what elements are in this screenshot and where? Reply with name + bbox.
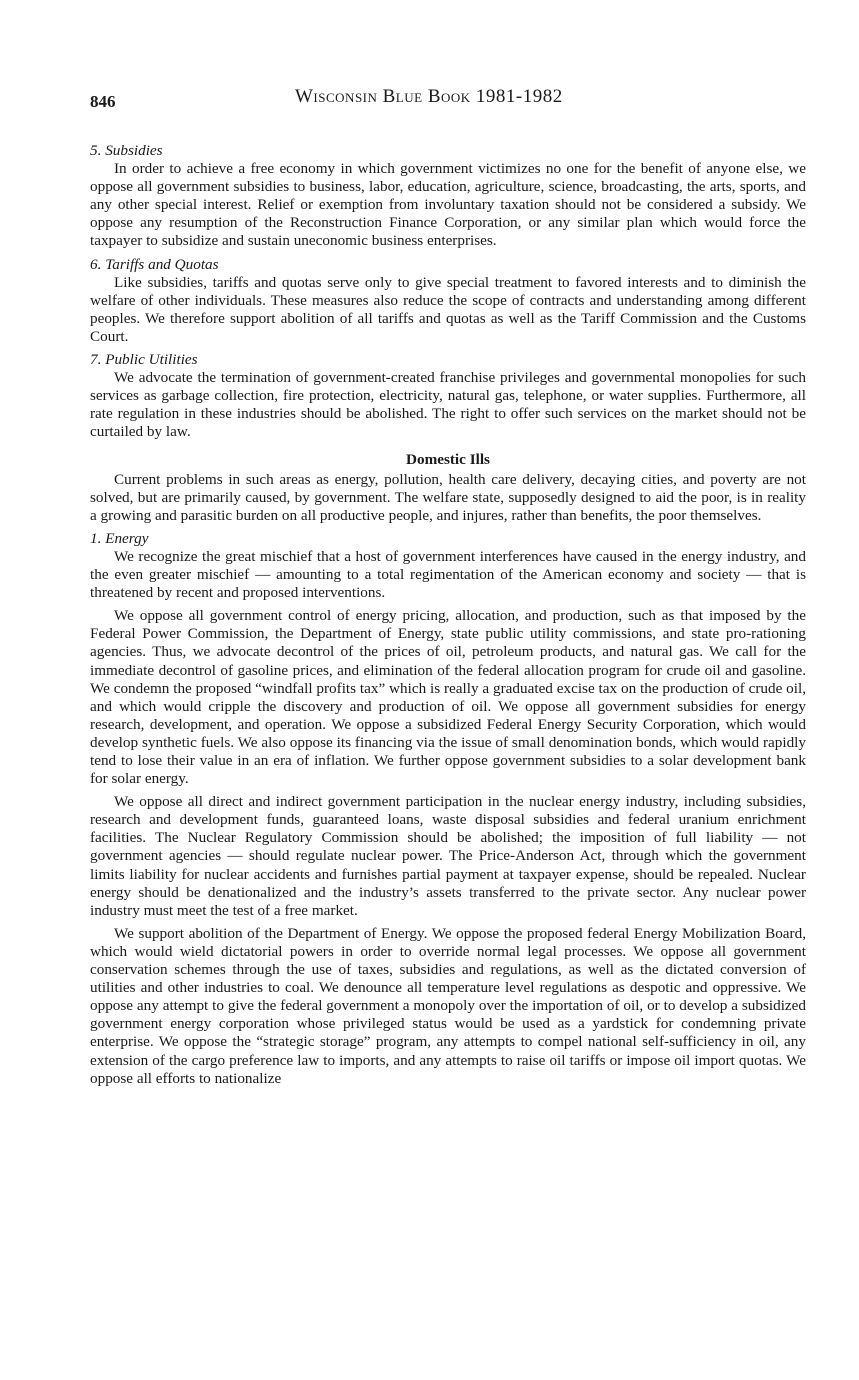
paragraph-utilities: We advocate the termination of government-created franchise privileges and governmental monopolies for such services as garbage collection, fire protection, electricity, natural gas, telephone, or water supplies. Furthermore, all rate regulation in these industries should be abolished. The right to offer such services on the market should not be curtailed by law.	[90, 369, 806, 441]
document-page	[90, 84, 806, 1088]
running-header	[90, 84, 806, 116]
paragraph-domestic-ills: Current problems in such areas as energy, pollution, health care delivery, decaying cities, and poverty are not solved, but are primarily caused, by government. The welfare state, supposedly designed to aid the poor, is in reality a growing and parasitic burden on all productive people, and injures, rather than benefits, the poor themselves.	[90, 470, 806, 524]
heading-domestic-ills: Domestic Ills	[406, 450, 490, 468]
paragraph-tariffs: Like subsidies, tariffs and quotas serve only to give special treatment to favored interests and to diminish the welfare of other individuals. These measures also reduce the scope of contracts and understanding among different peoples. We therefore support abolition of all tariffs and quotas as well as the Tariff Commission and the Customs Court.	[90, 273, 806, 345]
paragraph-energy-2: We oppose all government control of energy pricing, allocation, and production, such as that imposed by the Federal Power Commission, the Department of Energy, state public utility commissions, and state pro-rationing agencies. Thus, we advocate decontrol of the prices of oil, petroleum products, and natural gas. We call for the immediate decontrol of gasoline prices, and elimination of the federal allocation program for crude oil and gasoline. We condemn the proposed “windfall profits tax” which is really a graduated excise tax on the production of crude oil, and which would cripple the discovery and production of oil. We oppose all government subsidies for energy research, development, and operation. We oppose a subsidized Federal Energy Security Corporation, which would develop synthetic fuels. We also oppose its financing via the issue of small denomination bonds, which would rapidly tend to lose their value in an era of inflation. We further oppose government subsidies to a solar development bank for solar energy.	[90, 607, 806, 788]
paragraph-energy-1: We recognize the great mischief that a host of government interferences have caused in the energy industry, and the even greater mischief — amounting to a total regimentation of the American economy and society — that is threatened by recent and proposed interventions.	[90, 547, 806, 602]
page-number: 846	[90, 92, 116, 111]
paragraph-energy-4: We support abolition of the Department of Energy. We oppose the proposed federal Energy Mobilization Board, which would wield dictatorial powers in order to override normal legal processes. We oppose all government conservation schemes through the use of taxes, subsidies and regulations, as well as the dictated conversion of utilities and other industries to coal. We denounce all temperature level regulations as despotic and oppressive. We oppose any attempt to give the federal government a monopoly over the importation of oil, or to develop a subsidized government energy corporation whose privileged status would be used as a yardstick for condemning private enterprise. We oppose the “strategic storage” program, any attempts to compel national self-sufficiency in oil, any extension of the cargo preference law to imports, and any attempts to raise oil tariffs or impose oil import quotas. We oppose all efforts to nationalize	[90, 924, 806, 1087]
book-title: Wisconsin Blue Book 1981-1982	[295, 86, 563, 107]
page-content	[90, 142, 806, 1088]
paragraph-subsidies: In order to achieve a free economy in which government victimizes no one for the benefit of anyone else, we oppose all government subsidies to business, labor, education, agriculture, science, broadcasting, the arts, sports, and any other special interest. Relief or exemption from involuntary taxation should not be considered a subsidy. We oppose any resumption of the Reconstruction Finance Corporation, or any similar plan which would force the taxpayer to subsidize and sustain uneconomic business enterprises.	[90, 160, 806, 250]
section-heading-energy: 1. Energy	[90, 529, 149, 547]
section-heading-tariffs: 6. Tariffs and Quotas	[90, 255, 219, 273]
paragraph-energy-3: We oppose all direct and indirect government participation in the nuclear energy industry, including subsidies, research and development funds, guaranteed loans, waste disposal subsidies and federal uranium enrichment facilities. The Nuclear Regulatory Commission should be abolished; the imposition of full liability — not government agencies — should regulate nuclear power. The Price-Anderson Act, through which the government limits liability for nuclear accidents and furnishes partial payment at taxpayer expense, should be repealed. Nuclear energy should be denationalized and the industry’s assets transferred to the private sector. Any nuclear power industry must meet the test of a free market.	[90, 793, 806, 919]
section-heading-subsidies: 5. Subsidies	[90, 142, 163, 159]
section-heading-utilities: 7. Public Utilities	[90, 351, 198, 369]
